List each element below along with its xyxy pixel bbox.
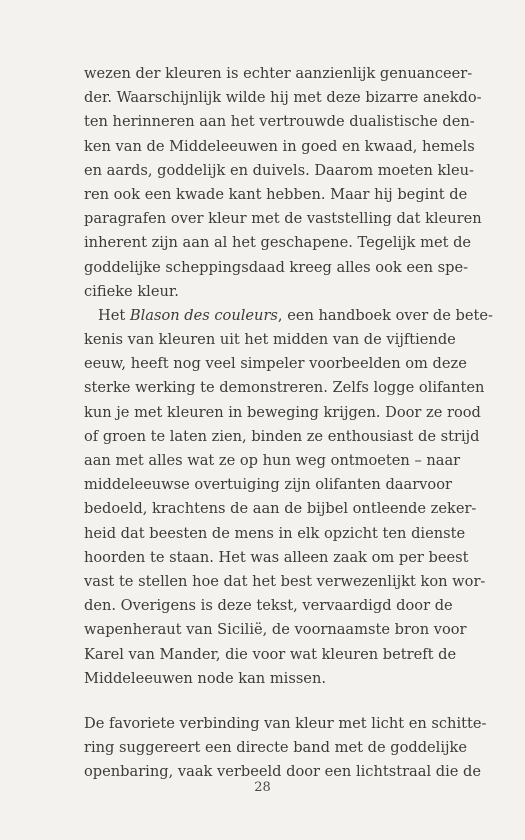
text-line: en aards, goddelijk en duivels. Daarom moeten kleu- [84, 161, 474, 179]
text-line: inherent zijn aan al het geschapene. Tegelijk met de [84, 234, 472, 252]
text-line: wapenheraut van Sicilië, de voornaamste bron voor [84, 621, 467, 639]
paragraph-3 [84, 712, 487, 785]
text-line: den. Overigens is deze tekst, vervaardigd door de [84, 597, 453, 615]
text-line: ring suggereert een directe band met de goddelijke [84, 739, 468, 757]
body-text [84, 62, 493, 784]
text-line: kenis van kleuren uit het midden van de vijftiende [84, 331, 456, 349]
section-gap [84, 691, 441, 712]
text-line [84, 304, 493, 328]
text-line: De favoriete verbinding van kleur met licht en schitte- [84, 714, 487, 732]
text-line: openbaring, vaak verbeeld door een lichtstraal die de [84, 763, 482, 781]
text-line: hoorden te staan. Het was alleen zaak om per beest [84, 548, 469, 566]
page-number: 28 [254, 780, 271, 795]
text-line: of groen te laten zien, binden ze enthousiast de strijd [84, 427, 480, 445]
text-line: der. Waarschijnlijk wilde hij met deze bizarre anekdo- [84, 89, 482, 107]
text-line: Middeleeuwen node kan missen. [84, 669, 326, 687]
text-line: bedoeld, krachtens de aan de bijbel ontleende zeker- [84, 500, 477, 518]
text-run: Het [98, 306, 130, 324]
text-line: middeleeuwse overtuiging zijn olifanten daarvoor [84, 476, 452, 494]
text-line: paragrafen over kleur met de vaststelling dat kleuren [84, 210, 482, 228]
text-line: ren ook een kwade kant hebben. Maar hij begint de [84, 185, 468, 203]
paragraph-2 [84, 304, 493, 691]
paragraph-1 [84, 62, 482, 304]
text-line: cifieke kleur. [84, 282, 179, 300]
book-title: Blason des couleurs [129, 306, 278, 324]
text-line: wezen der kleuren is echter aanzienlijk genuanceer- [84, 65, 473, 82]
text-line: heid dat beesten de mens in elk opzicht ten dienste [84, 524, 466, 542]
text-line: goddelijke scheppingsdaad kreeg alles ook een spe- [84, 258, 469, 276]
text-line: Karel van Mander, die voor wat kleuren betreft de [84, 645, 457, 663]
text-line: vast te stellen hoe dat het best verwezenlijkt kon wor- [84, 572, 486, 590]
text-run: , een handboek over de bete- [277, 306, 493, 324]
text-line: ten herinneren aan het vertrouwde dualistische den- [84, 113, 475, 131]
text-line: ken van de Middeleeuwen in goed en kwaad, hemels [84, 137, 475, 155]
text-line: sterke werking te demonstreren. Zelfs logge olifanten [84, 379, 485, 397]
text-line: aan met alles wat ze op hun weg ontmoeten – naar [84, 452, 461, 469]
text-line: eeuw, heeft nog veel simpeler voorbeelden om deze [84, 355, 467, 373]
text-line: kun je met kleuren in beweging krijgen. Door ze rood [84, 403, 481, 421]
